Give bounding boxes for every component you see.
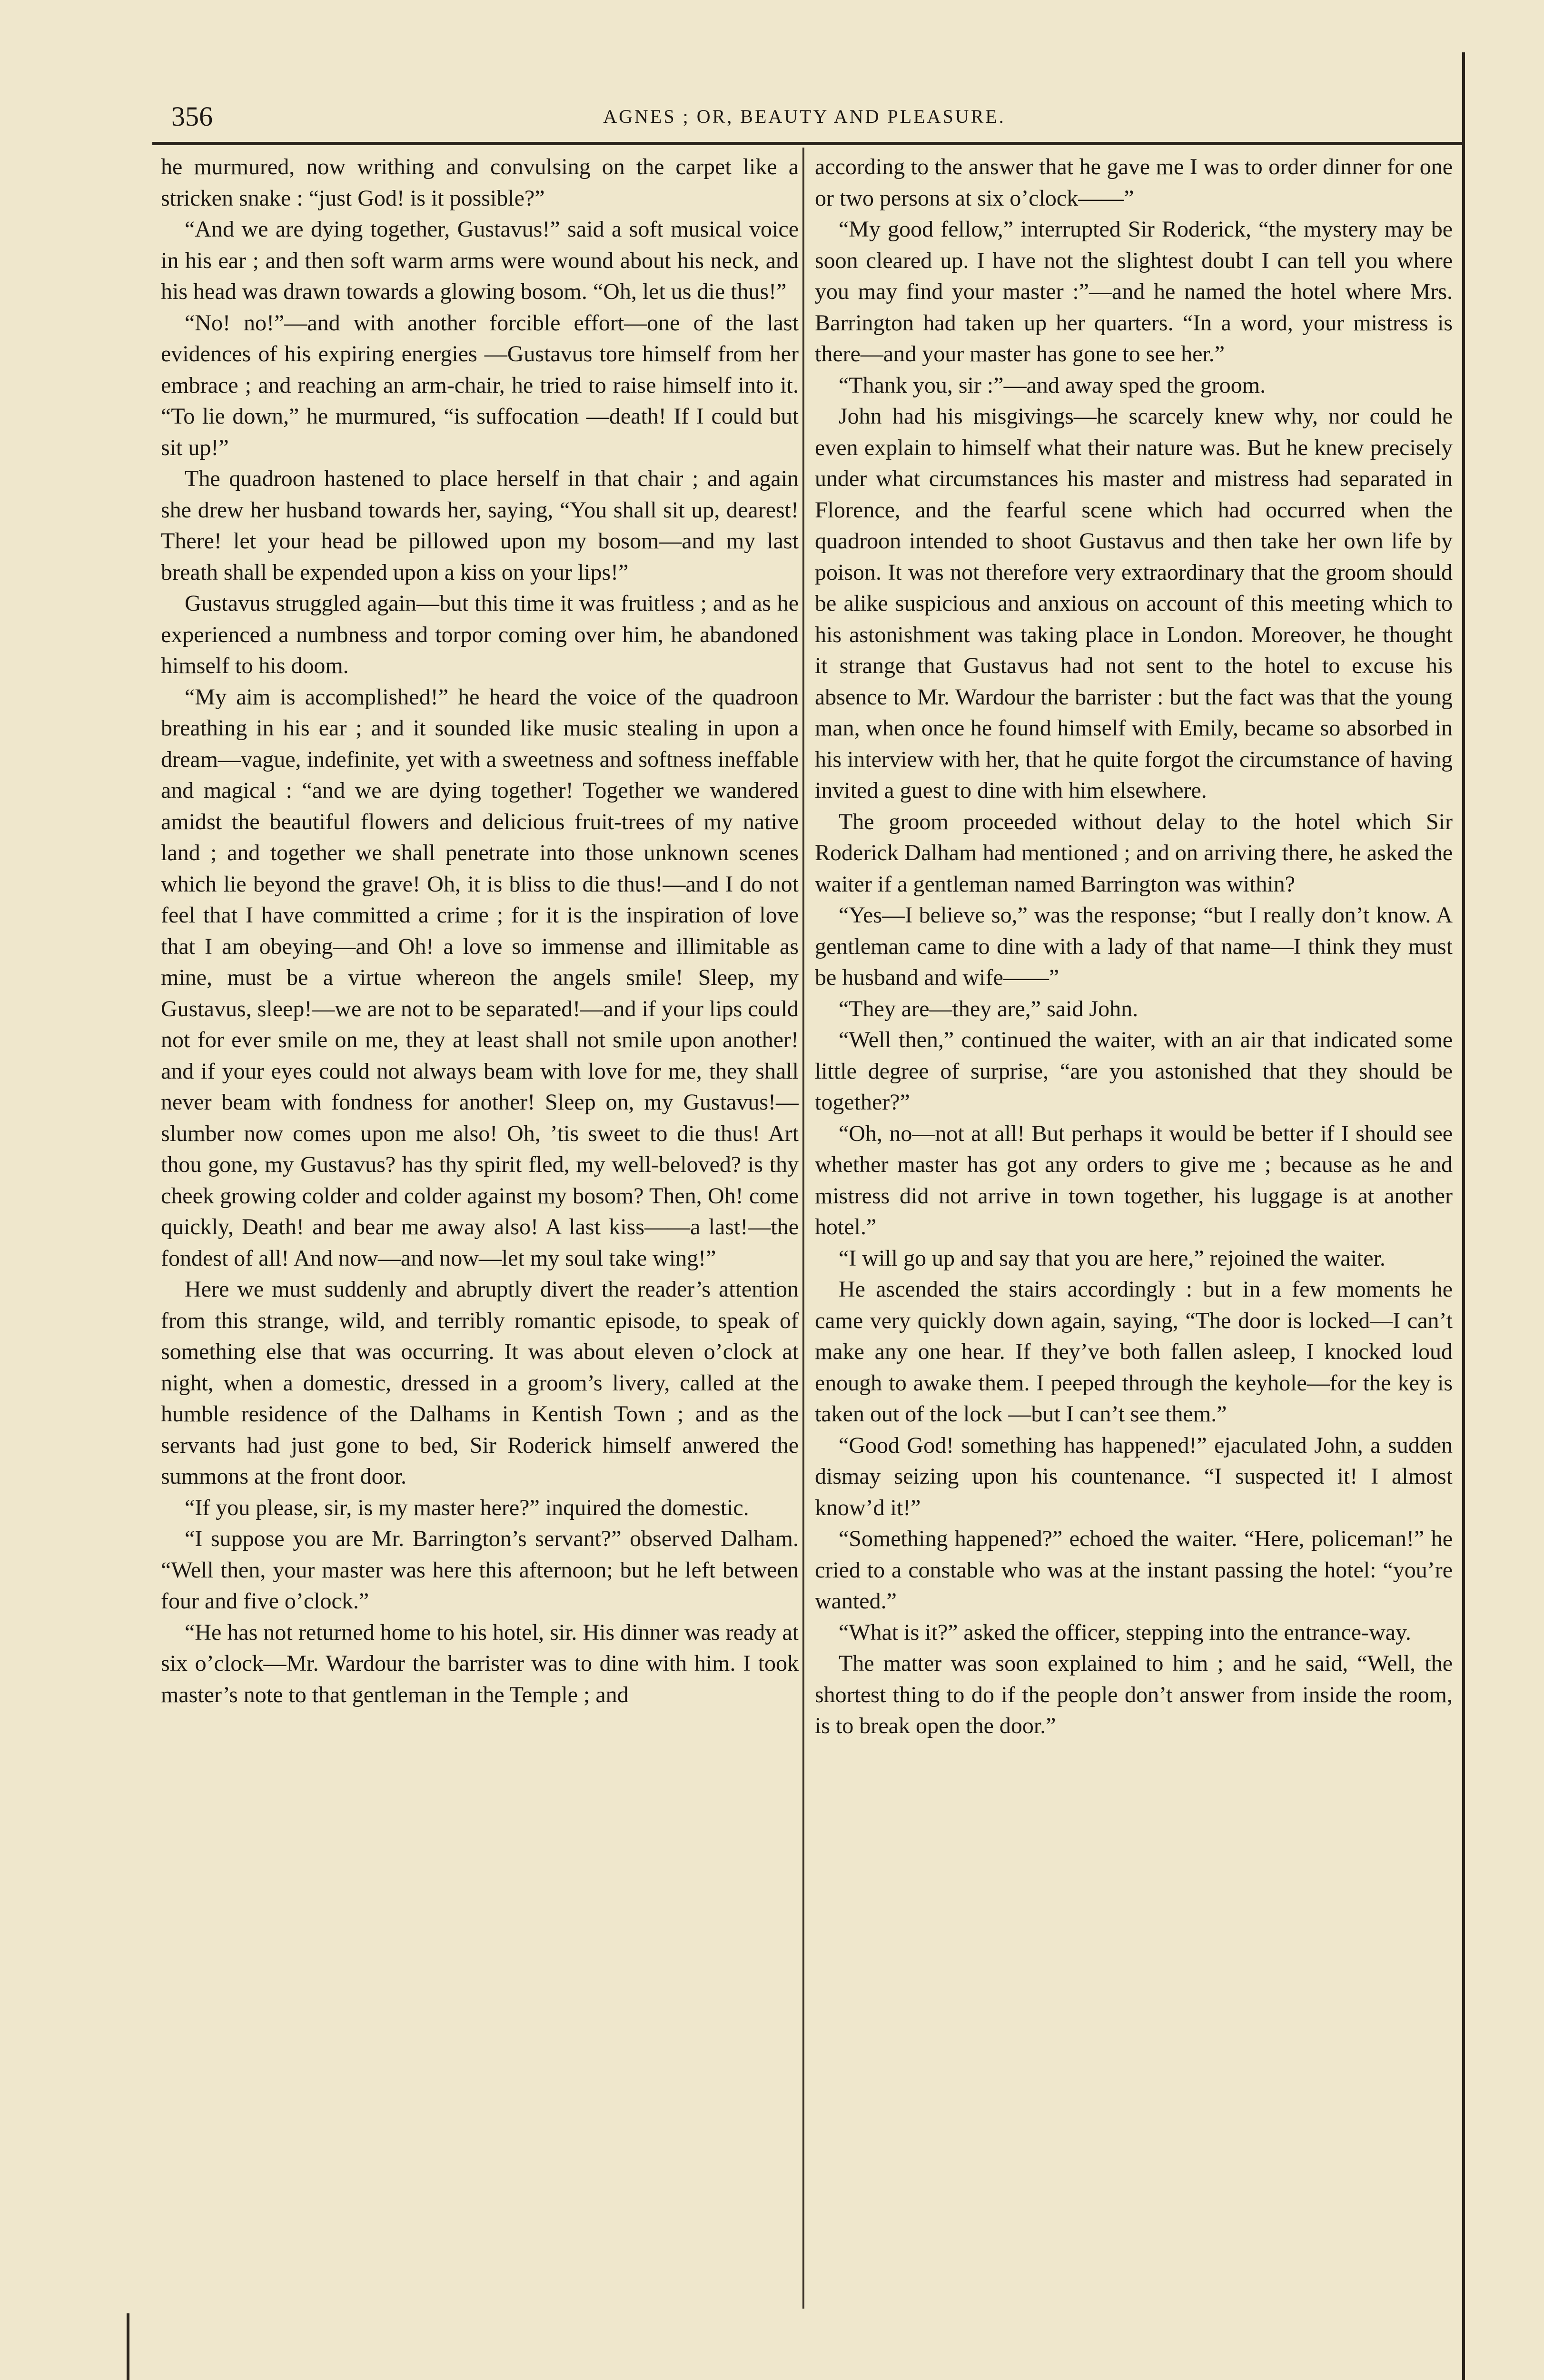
paragraph: “My aim is accomplished!” he heard the voice of the quadroon breathing in his ear ; and it sounded like music stealing in upon a dream—vague, indefinite, yet with a sweetness and softness ineffable and magical : “and we are dying together! Together we wandered amidst the beautiful flowers and delicious fruit-trees of my native land ; and together we shall penetrate into those unknown scenes which lie beyond the grave! Oh, it is bliss to die thus!—and I do not feel that I have committed a crime ; for it is the inspiration of love that I am obeying—and Oh! a love so immense and illimitable as mine, must be a virtue whereon the angels smile! Sleep, my Gustavus, sleep!—we are not to be separated!—and if your lips could not for ever smile on me, they at least shall not smile upon another! and if your eyes could not always beam with love for me, they shall never beam with fondness for another! Sleep on, my Gustavus!—slumber now comes upon me also! Oh, ’tis sweet to die thus! Art thou gone, my Gustavus? has thy spirit fled, my well-beloved? is thy cheek growing colder and colder against my bosom? Then, Oh! come quickly, Death! and bear me away also! A last kiss——a last!—the fondest of all! And now—and now—let my soul take wing!” [161, 684, 799, 1271]
page-header [152, 95, 1456, 138]
right-text-column [815, 151, 1453, 2303]
paragraph: “No! no!”—and with another forcible effort—one of the last evidences of his expiring energies —Gustavus tore himself from her embrace ; and reaching an arm-chair, he tried to raise himself into it. “To lie down,” he murmured, “is suffocation —death! If I could but sit up!” [161, 310, 799, 460]
page-number: 356 [171, 101, 213, 132]
paragraph: The quadroon hastened to place herself in that chair ; and again she drew her husband towards her, saying, “You shall sit up, dearest! There! let your head be pillowed upon my bosom—and my last breath shall be expended upon a kiss on your lips!” [161, 466, 799, 585]
paragraph: Gustavus struggled again—but this time it was fruitless ; and as he experienced a numbness and torpor coming over him, he abandoned himself to his doom. [161, 591, 799, 678]
paragraph: “I suppose you are Mr. Barrington’s servant?” observed Dalham. “Well then, your master was here this afternoon; but he left between four and five o’clock.” [161, 1526, 799, 1614]
paragraph: “I will go up and say that you are here,” rejoined the waiter. [839, 1245, 1386, 1271]
paragraph: “Good God! something has happened!” ejaculated John, a sudden dismay seizing upon his countenance. “I suspected it! I almost know’d it!” [815, 1432, 1453, 1520]
left-text-column [161, 151, 799, 2303]
page-frame-right-rule [1462, 52, 1465, 2380]
header-rule [152, 142, 1462, 145]
paragraph: He ascended the stairs accordingly : but in a few moments he came very quickly down again, saying, “The door is locked—I can’t make any one hear. If they’ve both fallen asleep, I knocked loud enough to awake them. I peeped through the keyhole—for the key is taken out of the lock —but I can’t see them.” [815, 1277, 1453, 1427]
paragraph: “Well then,” continued the waiter, with an air that indicated some little degree of surprise, “are you astonished that they should be together?” [815, 1027, 1453, 1115]
paragraph: The matter was soon explained to him ; and he said, “Well, the shortest thing to do if the people don’t answer from inside the room, is to break open the door.” [815, 1651, 1453, 1738]
paragraph: according to the answer that he gave me I was to order dinner for one or two persons at six o’clock——” [815, 154, 1453, 211]
running-title: AGNES ; OR, BEAUTY AND PLEASURE. [603, 106, 1006, 127]
paragraph: “He has not returned home to his hotel, sir. His dinner was ready at six o’clock—Mr. Wardour the barrister was to dine with him. I took master’s note to that gentleman in the Temple ; and [161, 1619, 799, 1707]
paragraph: “What is it?” asked the officer, stepping into the entrance-way. [839, 1619, 1411, 1645]
paragraph: John had his misgivings—he scarcely knew why, nor could he even explain to himself what their nature was. But he knew precisely under what circumstances his master and mistress had separated in Florence, and the fearful scene which had occurred when the quadroon intended to shoot Gustavus and then take her own life by poison. It was not therefore very extraordinary that the groom should be alike suspicious and anxious on account of this meeting which to his astonishment was taking place in London. Moreover, he thought it strange that Gustavus had not sent to the hotel to excuse his absence to Mr. Wardour the barrister : but the fact was that the young man, when once he found himself with Emily, became so absorbed in his interview with her, that he quite forgot the circumstance of having invited a guest to dine with him elsewhere. [815, 404, 1453, 803]
paragraph: “Yes—I believe so,” was the response; “but I really don’t know. A gentleman came to dine with a lady of that name—I think they must be husband and wife——” [815, 902, 1453, 990]
page-frame-left-rule [127, 2313, 129, 2380]
paragraph: “If you please, sir, is my master here?” inquired the domestic. [185, 1495, 749, 1520]
paragraph: he murmured, now writhing and convulsing on the carpet like a stricken snake : “just God! is it possible?” [161, 154, 799, 211]
paragraph: “My good fellow,” interrupted Sir Roderick, “the mystery may be soon cleared up. I have not the slightest doubt I can tell you where you may find your master :”—and he named the hotel where Mrs. Barrington had taken up her quarters. “In a word, your mistress is there—and your master has gone to see her.” [815, 217, 1453, 367]
column-divider [802, 148, 804, 2309]
paragraph: “They are—they are,” said John. [839, 996, 1138, 1021]
paragraph: “Oh, no—not at all! But perhaps it would be better if I should see whether master has got any orders to give me ; because as he and mistress did not arrive in town together, his luggage is at another hotel.” [815, 1121, 1453, 1240]
paragraph: “And we are dying together, Gustavus!” said a soft musical voice in his ear ; and then soft warm arms were wound about his neck, and his head was drawn towards a glowing bosom. “Oh, let us die thus!” [161, 217, 799, 304]
paragraph: “Something happened?” echoed the waiter. “Here, policeman!” he cried to a constable who was at the instant passing the hotel: “you’re wanted.” [815, 1526, 1453, 1614]
paragraph: The groom proceeded without delay to the hotel which Sir Roderick Dalham had mentioned ; and on arriving there, he asked the waiter if a gentleman named Barrington was within? [815, 809, 1453, 897]
paragraph: Here we must suddenly and abruptly divert the reader’s attention from this strange, wild, and terribly romantic episode, to speak of something else that was occurring. It was about eleven o’clock at night, when a domestic, dressed in a groom’s livery, called at the humble residence of the Dalhams in Kentish Town ; and as the servants had just gone to bed, Sir Roderick himself anwered the summons at the front door. [161, 1277, 799, 1489]
paragraph: “Thank you, sir :”—and away sped the groom. [839, 372, 1266, 398]
